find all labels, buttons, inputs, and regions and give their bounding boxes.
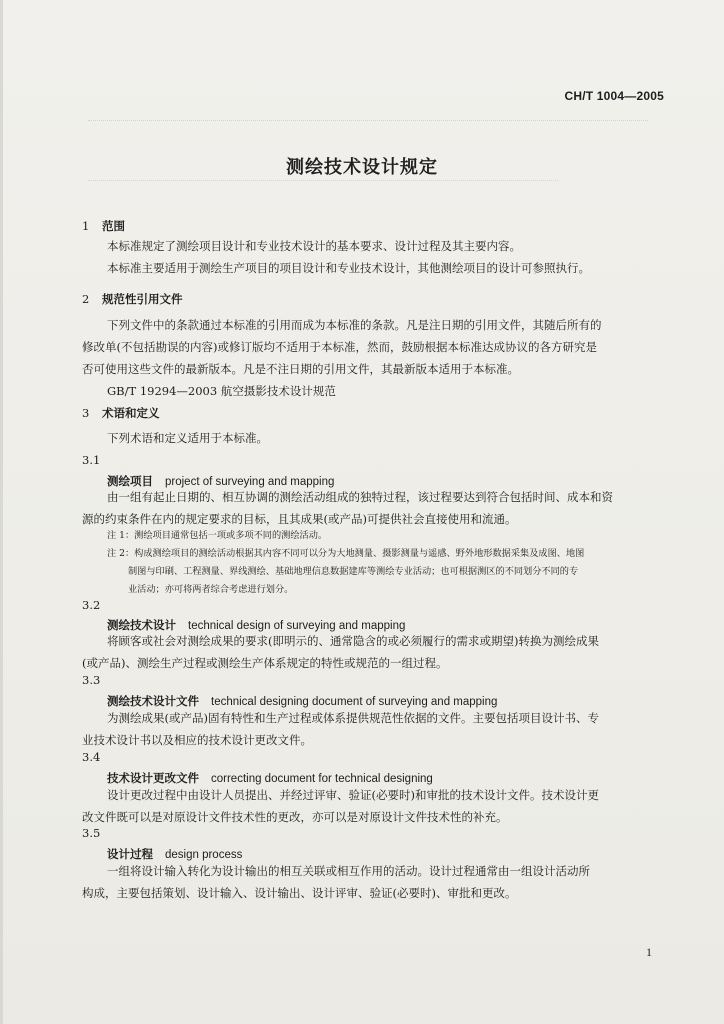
definition-line: 一组将设计输入转化为设计输出的相互关联或相互作用的活动。设计过程通常由一组设计活动所: [107, 864, 590, 878]
definition-line: 将顾客或社会对测绘成果的要求(即明示的、通常隐含的或必须履行的需求或期望)转换为测绘成果: [107, 634, 599, 648]
definition-block: [82, 486, 664, 530]
term-en: correcting document for technical designing: [211, 773, 433, 785]
definition-block: [82, 630, 664, 674]
page-number: 1: [646, 945, 652, 959]
term-zh: 测绘项目: [107, 474, 153, 488]
term-en: project of surveying and mapping: [165, 476, 335, 488]
section-number: 1: [82, 219, 90, 233]
definition-line: 设计更改过程中由设计人员提出、并经过评审、验证(必要时)和审批的技术设计文件。技术设计更: [107, 788, 599, 802]
definition-block: [82, 860, 664, 904]
term-zh: 测绘技术设计: [107, 618, 176, 632]
section-2-heading: [82, 291, 183, 307]
term-zh: 测绘技术设计文件: [107, 694, 199, 708]
note: 制图与印刷、工程测量、界线测绘、基础地理信息数据建库等测绘专业活动；也可根据测区的不同划分不同的专: [128, 566, 579, 577]
paragraph: 下列术语和定义适用于本标准。: [107, 431, 268, 445]
section-number: 3: [82, 406, 90, 420]
section-number: 2: [82, 292, 90, 306]
term-en: technical designing document of surveying and mapping: [211, 696, 498, 708]
definition-line: (或产品)、测绘生产过程或测绘生产体系规定的特性或规范的一组过程。: [82, 656, 448, 670]
note: 注 2：构成测绘项目的测绘活动根据其内容不同可以分为大地测量、摄影测量与遥感、野外地形数据采集及成图、地图: [107, 548, 585, 559]
term-zh: 设计过程: [107, 847, 153, 861]
definition-line: 业技术设计书以及相应的技术设计更改文件。: [82, 733, 312, 747]
reference-item: GB/T 19294—2003 航空摄影技术设计规范: [107, 384, 336, 398]
section-1-heading: [82, 218, 125, 234]
section-title: 术语和定义: [102, 406, 160, 420]
bleed-through-line: [88, 180, 558, 181]
definition-line: 由一组有起止日期的、相互协调的测绘活动组成的独特过程，该过程要达到符合包括时间、成本和资: [107, 490, 613, 504]
term-zh: 技术设计更改文件: [107, 771, 199, 785]
definition-line: 构成，主要包括策划、设计输入、设计输出、设计评审、验证(必要时)、审批和更改。: [82, 886, 517, 900]
section-title: 范围: [102, 219, 125, 233]
paragraph-line: 修改单(不包括勘误的内容)或修订版均不适用于本标准，然而，鼓励根据本标准达成协议的各方研究是: [82, 340, 597, 354]
note: 注 1：测绘项目通常包括一项或多项不同的测绘活动。: [107, 530, 328, 541]
definition-line: 源的约束条件在内的规定要求的目标，且其成果(或产品)可提供社会直接使用和流通。: [82, 512, 517, 526]
paragraph: 本标准规定了测绘项目设计和专业技术设计的基本要求、设计过程及其主要内容。: [107, 239, 521, 253]
standard-code: CH/T 1004—2005: [564, 89, 664, 103]
definition-block: [82, 707, 664, 751]
term-en: technical design of surveying and mapping: [188, 620, 406, 632]
paragraph-line: 否可使用这些文件的最新版本。凡是不注日期的引用文件，其最新版本适用于本标准。: [82, 362, 519, 376]
section-3-heading: [82, 405, 160, 421]
definition-line: 为测绘成果(或产品)固有特性和生产过程或体系提供规范性依据的文件。主要包括项目设计书、专: [107, 711, 599, 725]
term-number: 3.1: [82, 453, 101, 467]
term-number: 3.4: [82, 750, 101, 764]
term-number: 3.3: [82, 673, 101, 687]
paragraph-block: [82, 314, 664, 402]
term-en: design process: [165, 849, 243, 861]
definition-line: 改文件既可以是对原设计文件技术性的更改，亦可以是对原设计文件技术性的补充。: [82, 810, 508, 824]
document-title: 测绘技术设计规定: [286, 157, 438, 178]
term-number: 3.2: [82, 598, 101, 612]
paragraph-line: 下列文件中的条款通过本标准的引用而成为本标准的条款。凡是注日期的引用文件，其随后所有的: [107, 318, 602, 332]
bleed-through-line: [88, 120, 648, 121]
note: 业活动；亦可将两者综合考虑进行划分。: [128, 584, 294, 595]
definition-block: [82, 784, 664, 828]
paragraph: 本标准主要适用于测绘生产项目的项目设计和专业技术设计，其他测绘项目的设计可参照执行。: [107, 261, 590, 275]
term-number: 3.5: [82, 826, 101, 840]
section-title: 规范性引用文件: [102, 292, 183, 306]
